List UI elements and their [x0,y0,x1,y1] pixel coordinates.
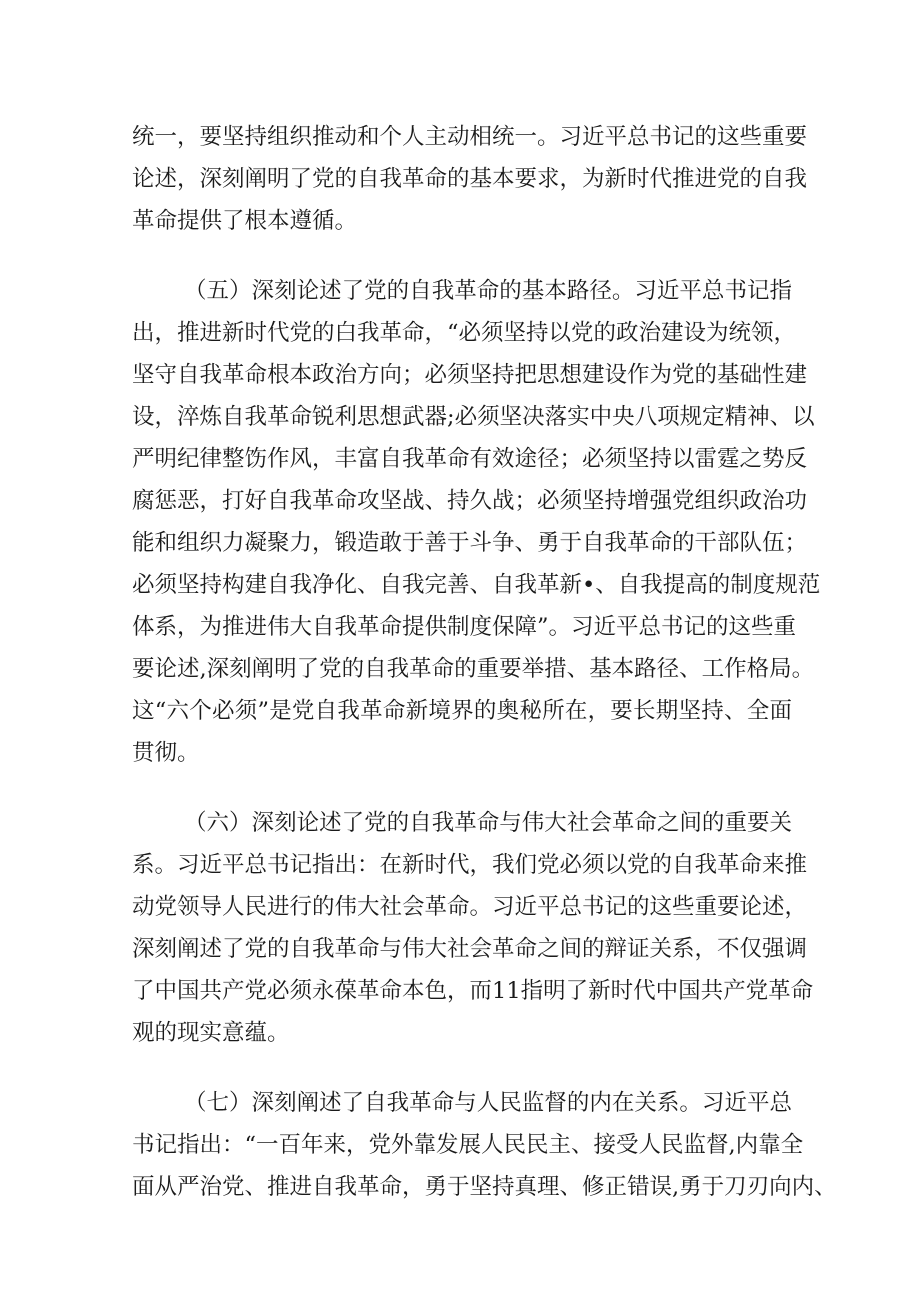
text-line: 面从严治党、推进自我革命，勇于坚持真理、修正错误,勇于刀刃向内、 [132,1174,837,1200]
text-line: 了中国共产党必须永葆革命本色，而11指明了新时代中国共产党革命 [132,978,814,1004]
text-line: 革命提供了根本遵循。 [132,208,358,234]
text-line: 这“六个必须”是党自我革命新境界的奥秘所在，要长期坚持、全面 [132,698,792,724]
text-line: （七）深刻阐述了自我革命与人民监督的内在关系。习近平总 [184,1090,792,1116]
paragraph-continued [132,116,808,242]
text-line: 贯彻。 [132,740,200,766]
text-line: 观的现实意蕴。 [132,1020,290,1046]
text-line: （六）深刻论述了党的自我革命与伟大社会革命之间的重要关 [184,810,792,836]
text-line: 深刻阐述了党的自我革命与伟大社会革命之间的辩证关系，不仅强调 [132,936,808,962]
text-line: 书记指出：“一百年来，党外靠发展人民民主、接受人民监督,内靠全 [132,1132,804,1158]
text-line: 要论述,深刻阐明了党的自我革命的重要举措、基本路径、工作格局。 [132,656,815,682]
body-text [132,116,837,1208]
text-line: 动党领导人民进行的伟大社会革命。习近平总书记的这些重要论述， [132,894,808,920]
text-line: 设，淬炼自我革命锐利思想武器;必须坚决落实中央八项规定精神、以 [132,404,815,430]
text-line: （五）深刻论述了党的自我革命的基本路径。习近平总书记指 [184,278,792,304]
text-line: 腐惩恶，打好自我革命攻坚战、持久战；必须坚持增强党组织政治功 [132,488,808,514]
text-line: 论述，深刻阐明了党的自我革命的基本要求，为新时代推进党的自我 [132,166,808,192]
paragraph-section-6 [132,802,814,1054]
text-line: 系。习近平总书记指出：在新时代，我们党必须以党的自我革命来推 [132,852,808,878]
paragraph-section-5 [132,270,821,774]
text-line: 坚守自我革命根本政治方向；必须坚持把思想建设作为党的基础性建 [132,362,808,388]
text-line: 出，推进新时代党的白我革命，“必须坚持以党的政治建设为统领， [132,320,797,346]
text-line: 必须坚持构建自我净化、自我完善、自我革新•、自我提高的制度规范 [132,572,821,598]
text-line: 统一，要坚持组织推动和个人主动相统一。习近平总书记的这些重要 [132,124,808,150]
text-line: 能和组织力凝聚力，锻造敢于善于斗争、勇于自我革命的干部队伍； [132,530,808,556]
text-line: 体系，为推进伟大自我革命提供制度保障”。习近平总书记的这些重 [132,614,797,640]
text-line: 严明纪律整饬作风，丰富自我革命有效途径；必须坚持以雷霆之势反 [132,446,808,472]
paragraph-section-7 [132,1082,837,1208]
